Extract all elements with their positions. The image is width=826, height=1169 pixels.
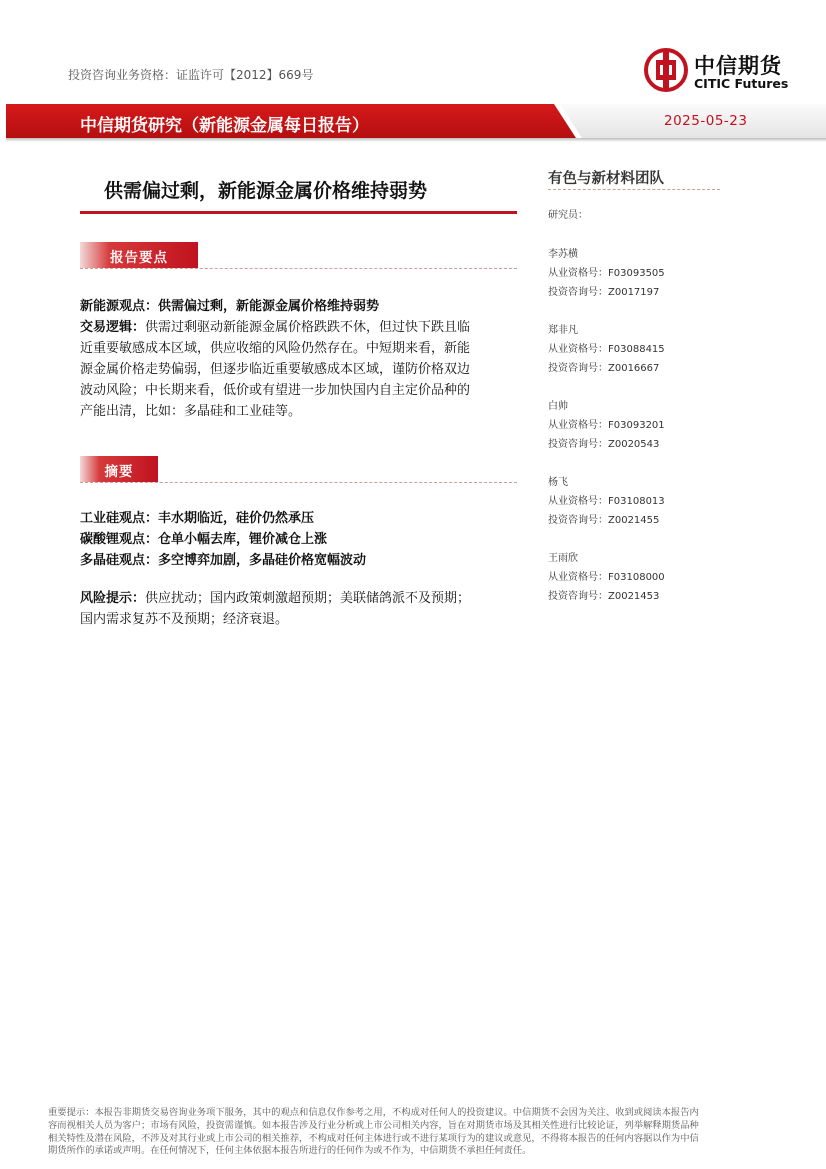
- logic-line: 供需过剩驱动新能源金属价格跌跌不休，但过快下跌且临: [145, 320, 471, 335]
- sidebar-divider: [548, 189, 720, 190]
- trading-logic: [80, 317, 520, 338]
- banner-shadow: [6, 138, 826, 142]
- summary-item-label: 工业硅观点：: [80, 511, 159, 526]
- risk-text: 供应扰动；国内政策刺激超预期；美联储鸽派不及预期；: [145, 591, 471, 606]
- investment-consult-number: 投资咨询号：Z0021455: [548, 515, 660, 526]
- disclaimer-line: 容而视相关人员为客户；市场有风险，投资需谨慎。如本报告涉及行业分析或上市公司相关内容，旨在对期货市场及其相关性进行比较论证，列举解释期货品种: [48, 1119, 699, 1131]
- license-text: 投资咨询业务资格：证监许可【2012】669号: [68, 68, 314, 82]
- summary-item: [80, 550, 520, 571]
- disclaimer-line: 相关特性及潜在风险，不涉及对其行业或上市公司的相关推荐，不构成对任何主体进行或不进行某项行为的建议或意见，不得将本报告的任何内容据以作为中信: [48, 1132, 699, 1144]
- summary-item-label: 碳酸锂观点：: [80, 532, 159, 547]
- disclaimer-line: 期货所作的承诺或声明。在任何情况下，任何主体依据本报告所进行的任何作为或不作为，中信期货不承担任何责任。: [48, 1145, 532, 1157]
- summary-item-label: 多晶硅观点：: [80, 553, 159, 568]
- risk-label: 风险提示：: [80, 591, 146, 606]
- report-date: 2025-05-23: [664, 113, 748, 129]
- qualification-number: 从业资格号：F03093201: [548, 420, 665, 431]
- summary-item: [80, 508, 520, 529]
- logic-label: 交易逻辑：: [80, 320, 146, 335]
- investment-consult-number: 投资咨询号：Z0016667: [548, 363, 660, 374]
- researcher-name: 郑非凡: [548, 325, 578, 336]
- summary-item-text: 多空博弈加剧，多晶硅价格宽幅波动: [158, 553, 367, 568]
- researcher-card: [548, 473, 665, 530]
- citic-logo-icon: [644, 48, 688, 92]
- title-underline: [80, 211, 517, 214]
- qualification-number: 从业资格号：F03108000: [548, 572, 665, 583]
- investment-consult-number: 投资咨询号：Z0020543: [548, 439, 660, 450]
- section-divider: [80, 268, 517, 269]
- logic-line: 产能出清，比如：多晶硅和工业硅等。: [80, 404, 302, 419]
- qualification-number: 从业资格号：F03088415: [548, 344, 665, 355]
- researcher-name: 王雨欣: [548, 553, 578, 564]
- key-points-body: [80, 296, 520, 422]
- researcher-name: 杨飞: [548, 477, 568, 488]
- view-label: 新能源观点：: [80, 299, 159, 314]
- researcher-card: [548, 321, 665, 378]
- logic-line: 源金属价格走势偏弱，但逐步临近重要敏感成本区域，谨防价格双边: [80, 362, 471, 377]
- summary-item-text: 仓单小幅去库，锂价减仓上涨: [158, 532, 328, 547]
- researcher-card: [548, 397, 665, 454]
- new-energy-view: [80, 296, 520, 317]
- researcher-card: [548, 549, 665, 606]
- citic-logo: [644, 48, 804, 96]
- logic-line: 近重要敏感成本区域，供应收缩的风险仍然存在。中短期来看，新能: [80, 341, 471, 356]
- section-divider: [80, 482, 517, 483]
- disclaimer-line: 重要提示：本报告非期货交易咨询业务项下服务，其中的观点和信息仅作参考之用，不构成对任何人的投资建议。中信期货不会因为关注、收到或阅读本报告内: [48, 1107, 699, 1118]
- logo-english-name: CITIC Futures: [694, 76, 789, 91]
- investment-consult-number: 投资咨询号：Z0021453: [548, 591, 660, 602]
- researcher-label: 研究员：: [548, 210, 588, 221]
- summary-item-text: 丰水期临近，硅价仍然承压: [158, 511, 315, 526]
- team-name: 有色与新材料团队: [548, 171, 664, 187]
- investment-consult-number: 投资咨询号：Z0017197: [548, 287, 660, 298]
- risk-line: 国内需求复苏不及预期；经济衰退。: [80, 612, 289, 627]
- qualification-number: 从业资格号：F03108013: [548, 496, 665, 507]
- view-text: 供需偏过剩，新能源金属价格维持弱势: [158, 299, 380, 314]
- summary-body: [80, 508, 520, 571]
- logic-line: 波动风险；中长期来看，低价或有望进一步加快国内自主定价品种的: [80, 383, 471, 398]
- researcher-card: [548, 245, 665, 302]
- risk-warning: [80, 588, 520, 630]
- banner-title: 中信期货研究（新能源金属每日报告）: [80, 116, 369, 136]
- summary-item: [80, 529, 520, 550]
- report-title: 供需偏过剩，新能源金属价格维持弱势: [104, 180, 428, 202]
- researcher-name: 白帅: [548, 401, 568, 412]
- summary-label: 摘要: [104, 464, 134, 480]
- risk-line: [80, 588, 520, 609]
- logo-chinese-name: 中信期货: [694, 54, 782, 78]
- disclaimer: [48, 1107, 780, 1158]
- key-points-label: 报告要点: [110, 250, 168, 266]
- researcher-name: 李苏横: [548, 249, 578, 260]
- report-banner: [0, 104, 826, 140]
- qualification-number: 从业资格号：F03093505: [548, 268, 665, 279]
